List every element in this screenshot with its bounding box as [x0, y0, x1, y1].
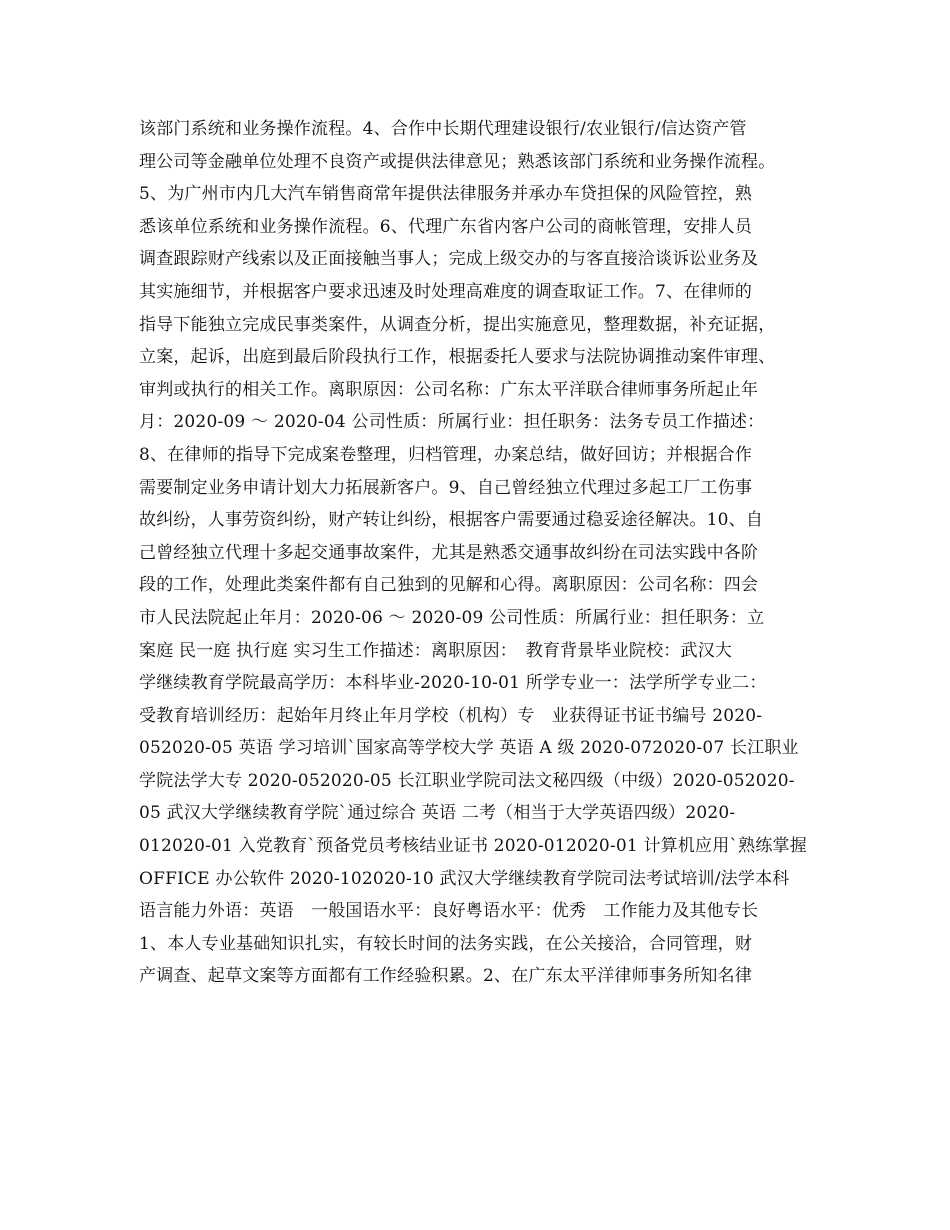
text-line: 012020-01 入党教育`预备党员考核结业证书 2020-012020-01 计算机应用`熟练掌握 — [139, 836, 807, 857]
text-line: 产调查、起草文案等方面都有工作经验积累。2、在广东太平洋律师事务所知名律 — [139, 966, 753, 987]
text-line: 该部门系统和业务操作流程。4、合作中长期代理建设银行/农业银行/信达资产管 — [139, 119, 747, 139]
text-line: 语言能力外语：英语 一般国语水平：良好粤语水平：优秀 工作能力及其他专长 — [139, 901, 759, 922]
text-line: 5、为广州市内几大汽车销售商常年提供法律服务并承办车贷担保的风险管控，熟 — [139, 184, 753, 205]
text-line: 段的工作，处理此类案件都有自己独到的见解和心得。离职原因：公司名称：四会 — [139, 575, 759, 596]
body-text — [139, 113, 819, 993]
text-line: 故纠纷，人事劳资纠纷，财产转让纠纷，根据客户需要通过稳妥途径解决。10、自 — [139, 510, 764, 531]
text-line: 学院法学大专 2020-052020-05 长江职业学院司法文秘四级（中级）2020-052020- — [139, 770, 795, 791]
text-line: 指导下能独立完成民事类案件，从调查分析，提出实施意见，整理数据，补充证据， — [139, 314, 776, 335]
text-line: 受教育培训经历：起始年月终止年月学校（机构）专 业获得证书证书编号 2020- — [139, 705, 763, 726]
text-line: 学继续教育学院最高学历：本科毕业-2020-10-01 所学专业一：法学所学专业二： — [139, 673, 767, 694]
text-line: 理公司等金融单位处理不良资产或提供法律意见；熟悉该部门系统和业务操作流程。 — [139, 151, 776, 172]
text-line: 05 武汉大学继续教育学院`通过综合 英语 二考（相当于大学英语四级）2020- — [139, 803, 736, 824]
text-line: 市人民法院起止年月：2020-06 ～ 2020-09 公司性质：所属行业：担任职务：立 — [139, 607, 765, 628]
text-line: 月：2020-09 ～ 2020-04 公司性质：所属行业：担任职务：法务专员工作描述： — [139, 412, 765, 433]
text-line: 1、本人专业基础知识扎实，有较长时间的法务实践，在公关接洽，合同管理，财 — [139, 933, 753, 954]
text-line: 己曾经独立代理十多起交通事故案件，尤其是熟悉交通事故纠纷在司法实践中各阶 — [139, 542, 759, 563]
text-line: 立案，起诉，出庭到最后阶段执行工作，根据委托人要求与法院协调推动案件审理、 — [139, 347, 776, 368]
text-line: 其实施细节，并根据客户要求迅速及时处理高难度的调查取证工作。7、在律师的 — [139, 281, 753, 302]
text-line: 需要制定业务申请计划大力拓展新客户。9、自己曾经独立代理过多起工厂工伤事 — [139, 477, 753, 498]
text-line: 悉该单位系统和业务操作流程。6、代理广东省内客户公司的商帐管理，安排人员 — [139, 216, 753, 237]
text-line: 8、在律师的指导下完成案卷整理，归档管理，办案总结，做好回访；并根据合作 — [139, 444, 753, 465]
text-line: 调查跟踪财产线索以及正面接触当事人；完成上级交办的与客直接洽谈诉讼业务及 — [139, 249, 759, 270]
text-line: 审判或执行的相关工作。离职原因：公司名称：广东太平洋联合律师事务所起止年 — [139, 379, 759, 400]
text-line: 052020-05 英语 学习培训`国家高等学校大学 英语 A 级 2020-072020-07 长江职业 — [139, 738, 799, 759]
text-line: OFFICE 办公软件 2020-102020-10 武汉大学继续教育学院司法考试培训/法学本科 — [139, 868, 790, 889]
text-line: 案庭 民一庭 执行庭 实习生工作描述：离职原因： 教育背景毕业院校：武汉大 — [139, 640, 733, 661]
